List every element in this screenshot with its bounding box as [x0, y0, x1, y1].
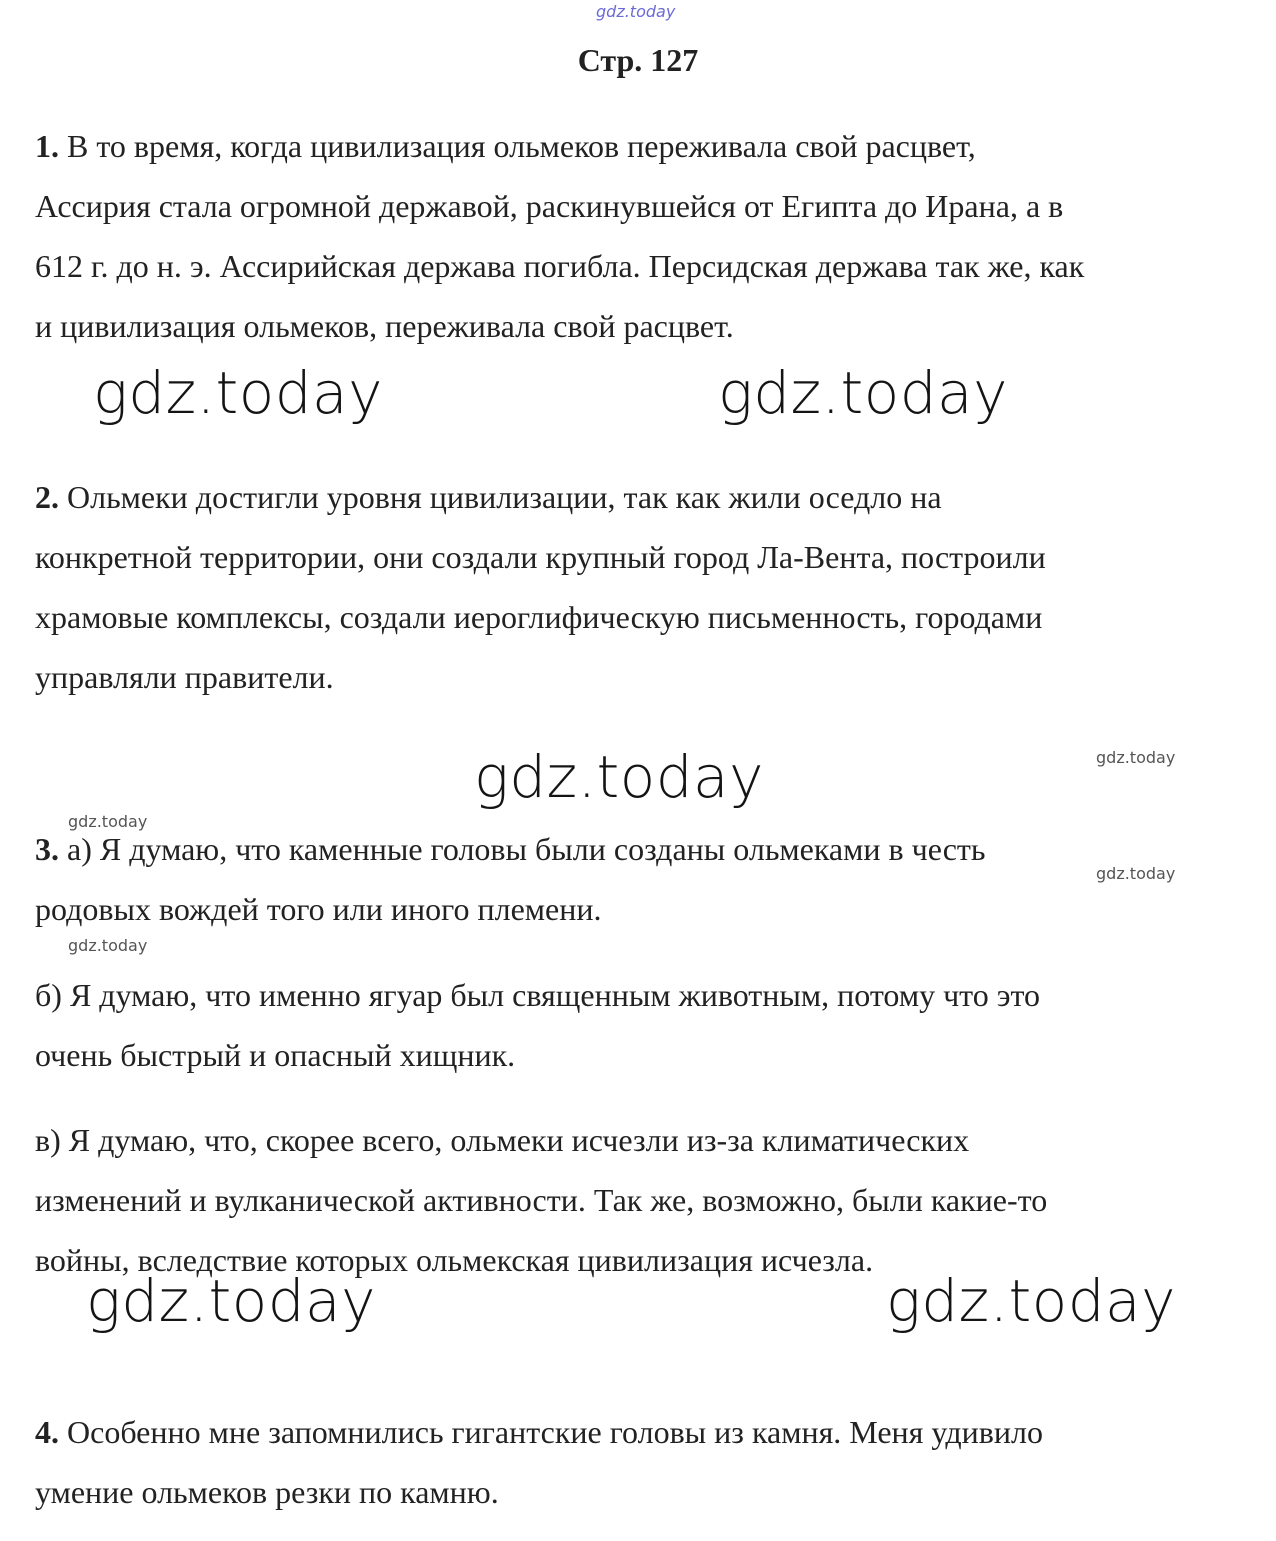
- answer-text: Ольмеки достигли уровня цивилизации, так как жили оседло на: [59, 479, 942, 515]
- answer-line: войны, вследствие которых ольмекская цивилизация исчезла.: [35, 1242, 874, 1278]
- watermark-large: gdz.today: [474, 743, 764, 811]
- answer-line: Ассирия стала огромной державой, раскинувшейся от Египта до Ирана, а в: [35, 188, 1064, 224]
- answer-1: [35, 116, 1235, 356]
- watermark-small: gdz.today: [1096, 864, 1176, 883]
- answer-number: 3.: [35, 831, 59, 867]
- answer-line: [35, 116, 1235, 176]
- watermark-small: gdz.today: [1096, 748, 1176, 767]
- watermark-top: gdz.today: [596, 2, 676, 21]
- answer-text: а) Я думаю, что каменные головы были созданы ольмеками в честь: [59, 831, 986, 867]
- answer-3a: [35, 819, 1235, 939]
- watermark-large: gdz.today: [93, 359, 383, 427]
- answer-line: управляли правители.: [35, 659, 334, 695]
- answer-line: 612 г. до н. э. Ассирийская держава погибла. Персидская держава так же, как: [35, 248, 1085, 284]
- answer-line: и цивилизация ольмеков, переживала свой расцвет.: [35, 308, 734, 344]
- watermark-small: gdz.today: [68, 812, 148, 831]
- watermark-large: gdz.today: [86, 1267, 376, 1335]
- answer-number: 4.: [35, 1414, 59, 1450]
- answer-line: очень быстрый и опасный хищник.: [35, 1037, 516, 1073]
- answer-3b: [35, 965, 1235, 1085]
- watermark-large: gdz.today: [886, 1267, 1176, 1335]
- answer-number: 1.: [35, 128, 59, 164]
- answer-4: [35, 1402, 1235, 1522]
- answer-line: изменений и вулканической активности. Так же, возможно, были какие-то: [35, 1182, 1048, 1218]
- answer-line: б) Я думаю, что именно ягуар был священным животным, потому что это: [35, 977, 1041, 1013]
- answer-line: родовых вождей того или иного племени.: [35, 891, 602, 927]
- answer-line: [35, 1402, 1235, 1462]
- page-title: Стр. 127: [577, 42, 699, 78]
- answer-3c: [35, 1110, 1235, 1290]
- answer-line: в) Я думаю, что, скорее всего, ольмеки исчезли из-за климатических: [35, 1122, 970, 1158]
- watermark-small: gdz.today: [68, 936, 148, 955]
- answer-number: 2.: [35, 479, 59, 515]
- answer-line: храмовые комплексы, создали иероглифическую письменность, городами: [35, 599, 1043, 635]
- answer-line: [35, 467, 1235, 527]
- answer-line: конкретной территории, они создали крупный город Ла-Вента, построили: [35, 539, 1046, 575]
- answer-line: [35, 819, 1235, 879]
- answer-text: В то время, когда цивилизация ольмеков переживала свой расцвет,: [59, 128, 976, 164]
- answer-text: Особенно мне запомнились гигантские головы из камня. Меня удивило: [59, 1414, 1043, 1450]
- watermark-large: gdz.today: [718, 359, 1008, 427]
- answer-line: умение ольмеков резки по камню.: [35, 1474, 499, 1510]
- answer-2: [35, 467, 1235, 707]
